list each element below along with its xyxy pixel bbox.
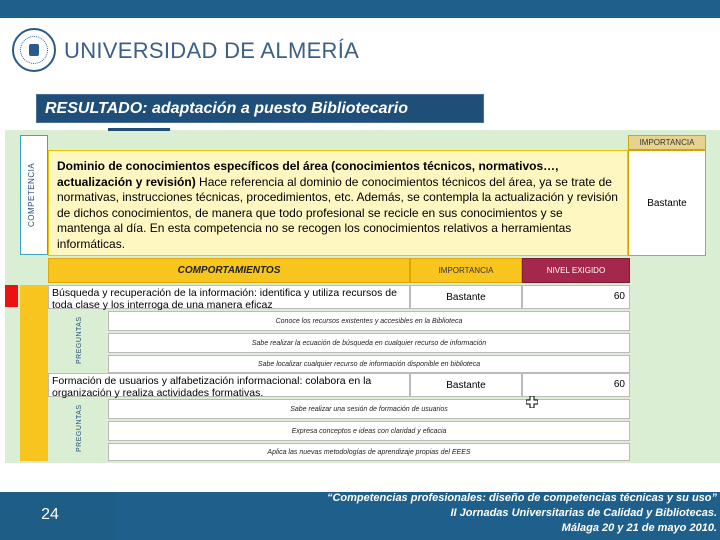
behavior-1-question-3: Sabe localizar cualquier recurso de información disponible en biblioteca <box>108 355 630 373</box>
behavior-1-question-2: Sabe realizar la ecuación de búsqueda en cualquier recurso de información <box>108 333 630 353</box>
behavior-1-question-1: Conoce los recursos existentes y accesibles en la Biblioteca <box>108 311 630 331</box>
footer-line-1: “Competencias profesionales: diseño de competencias técnicas y su uso” <box>326 492 717 504</box>
top-bar <box>0 0 720 18</box>
behavior-2-question-1: Sabe realizar una sesión de formación de usuarios <box>108 399 630 419</box>
tab-strip <box>108 128 170 131</box>
competency-description: Hace referencia al dominio de conocimientos técnicos del área, ya se trate de normativas, instrucciones técnicas, procedimientos, etc. Además, se contempla la actualización y revisión de dichos conocimientos, de manera que todo profesional se recicle en sus conocimientos y se mantenga al día. En esta competencia no se recogen los conocimientos relativos a herramientas informáticas. <box>57 174 618 251</box>
behavior-2-questions-label-box <box>48 397 108 461</box>
behavior-row-1: Búsqueda y recuperación de la información: identifica y utiliza recursos de toda clase y los interroga de una manera eficaz <box>48 285 410 309</box>
page-number: 24 <box>41 506 59 523</box>
behavior-2-level: 60 <box>522 373 630 397</box>
behaviors-header: COMPORTAMIENTOS <box>48 258 410 283</box>
behavior-1-level: 60 <box>522 285 630 309</box>
university-seal-icon <box>12 28 56 72</box>
behaviors-importance-header: IMPORTANCIA <box>410 258 522 283</box>
behavior-2-question-3: Aplica las nuevas metodologías de aprendizaje propias del EEES <box>108 443 630 461</box>
crosshair-cursor-icon <box>526 396 538 408</box>
competency-label-box <box>20 135 48 255</box>
behaviors-side-column <box>20 285 48 461</box>
behavior-1-questions-label-box <box>48 309 108 373</box>
competency-importance-value: Bastante <box>628 150 706 256</box>
row-selection-marker <box>5 285 18 307</box>
behavior-1-questions-label: PREGUNTAS <box>76 316 83 364</box>
behaviors-level-header: NIVEL EXIGIDO <box>522 258 630 283</box>
behavior-2-questions-label: PREGUNTAS <box>76 404 83 452</box>
competency-side-label: COMPETENCIA <box>27 162 36 228</box>
competency-importance-header: IMPORTANCIA <box>628 135 706 150</box>
institution-name: UNIVERSIDAD DE ALMERÍA <box>64 38 360 63</box>
footer-citation <box>130 491 717 536</box>
behavior-1-importance: Bastante <box>410 285 522 309</box>
footer-line-3: Málaga 20 y 21 de mayo 2010. <box>561 522 717 534</box>
competency-title: Dominio de conocimientos específicos del área (conocimientos técnicos, normativos…, actualización y revisión) <box>57 159 559 189</box>
behavior-row-2: Formación de usuarios y alfabetización informacional: colabora en la organización y realiza actividades formativas. <box>48 373 410 397</box>
footer-line-2: II Jornadas Universitarias de Calidad y Bibliotecas. <box>450 507 717 519</box>
behavior-2-importance: Bastante <box>410 373 522 397</box>
behavior-2-question-2: Expresa conceptos e ideas con claridad y eficacia <box>108 421 630 441</box>
competency-description-box <box>48 150 628 256</box>
slide-title: RESULTADO: adaptación a puesto Bibliotecario <box>36 94 484 123</box>
